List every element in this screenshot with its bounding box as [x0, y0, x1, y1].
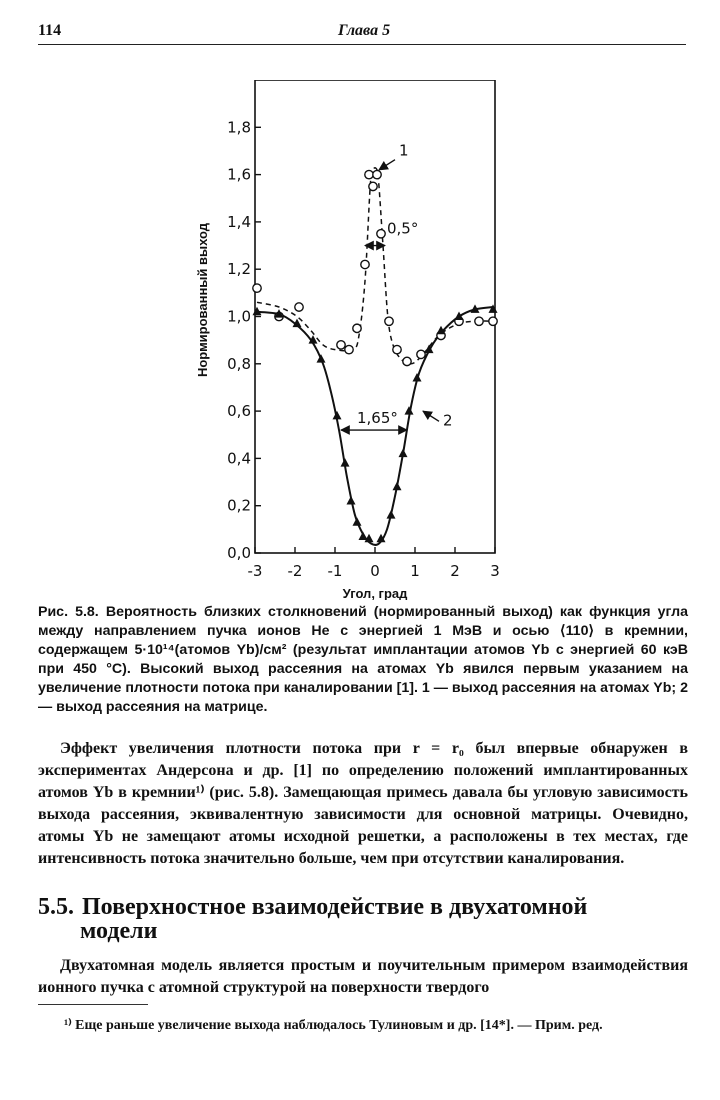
paragraph-2: Двухатомная модель является простым и поучительным примером взаимодействия ионного пучка с атомной структурой на поверхности твердого — [38, 957, 688, 996]
header-rule — [38, 44, 686, 45]
y-tick-label: 1,4 — [227, 212, 251, 231]
section-heading — [38, 895, 678, 943]
x-tick-label: -1 — [327, 562, 343, 580]
y-tick-label: 1,2 — [227, 260, 251, 279]
series-1-point — [373, 170, 381, 178]
footnote-rule — [38, 1004, 148, 1005]
width-2-label: 1,65° — [357, 408, 398, 427]
series-2-point — [353, 517, 362, 526]
section-title-line1: Поверхностное взаимодействие в двухатомной — [82, 894, 588, 920]
series-2-point — [455, 312, 464, 321]
series-2-point — [413, 373, 422, 382]
curve-1-pointer-arrow — [379, 160, 395, 170]
series-1-point — [365, 170, 373, 178]
series-1-point — [369, 182, 377, 190]
series-2-point — [347, 496, 356, 505]
series-1-point — [489, 317, 497, 325]
series-1-point — [377, 230, 385, 238]
series-1-point — [337, 341, 345, 349]
series-1-point — [393, 345, 401, 353]
series-2-point — [399, 449, 408, 458]
series-2-point — [387, 510, 396, 519]
y-tick-label: 1,0 — [227, 307, 251, 326]
x-tick-label: -3 — [247, 562, 263, 580]
footnote: ¹⁾ Еще раньше увеличение выхода наблюдалось Тулиновым и др. [14*]. — Прим. ред. — [64, 1018, 603, 1033]
x-tick-label: -2 — [287, 562, 303, 580]
series-2-point — [341, 458, 350, 467]
y-tick-label: 0,8 — [227, 354, 251, 373]
series-1-point — [353, 324, 361, 332]
section-title-line2: модели — [80, 918, 158, 944]
y-axis-title: Нормированный выход — [195, 222, 210, 378]
paragraph-1: Эффект увеличения плотности потока при r = r₀ был впервые обнаружен в экспериментах Андерсона и др. [1] по определению положений имплантированных атомов Yb в кремнии¹⁾ (рис. 5.8). Замещающая примесь давала бы угловую зависимость выхода рассеяния, эквивалентную зависимости для основной матрицы. Очевидно, атомы Yb не замещают атомы исходной решетки, а расположены в тех местах, где интенсивность потока значительно больше, чем при отсутствии каналирования. — [38, 740, 688, 867]
running-head: Глава 5 — [338, 22, 391, 39]
series-1-point — [253, 284, 261, 292]
width-1-label: 0,5° — [387, 219, 419, 238]
curve-2-label: 2 — [443, 411, 453, 430]
figure-5-8-chart — [180, 80, 520, 600]
y-tick-label: 0,0 — [227, 544, 251, 562]
series-1-point — [361, 260, 369, 268]
series-2-point — [317, 354, 326, 363]
page-number: 114 — [38, 22, 62, 39]
series-1-point — [417, 350, 425, 358]
series-1-point — [345, 345, 353, 353]
y-tick-label: 0,2 — [227, 496, 251, 515]
y-tick-label: 0,4 — [227, 449, 251, 468]
series-2-point — [359, 531, 368, 540]
figure-caption: Рис. 5.8. Вероятность близких столкновений (нормированный выход) как функция угла между направлением пучка ионов He с энергией 1 МэВ и осью ⟨110⟩ в кремнии, содержащем 5·10¹⁴(атомов Yb)/см² (результат имплантации атомов Yb с энергией 60 кэВ при 450 °C). Высокий выход рассеяния на атомах Yb явился первым указанием на увеличение плотности потока при каналировании [1]. 1 — выход рассеяния на атомах Yb; 2 — выход рассеяния на матрице. — [38, 604, 688, 715]
section-number: 5.5. — [38, 894, 74, 920]
curve-1-label: 1 — [399, 141, 409, 160]
series-1-point — [295, 303, 303, 311]
series-2-point — [333, 411, 342, 420]
x-axis-title: Угол, град — [342, 586, 408, 600]
series-2-point — [489, 304, 498, 313]
curve-2-pointer-arrow — [423, 411, 439, 421]
series-2-point — [393, 482, 402, 491]
y-tick-label: 1,8 — [227, 118, 251, 137]
y-tick-label: 1,6 — [227, 165, 251, 184]
series-1-point — [385, 317, 393, 325]
series-1-point — [403, 357, 411, 365]
series-1-curve — [257, 168, 493, 364]
x-tick-label: 1 — [410, 562, 420, 580]
series-2-point — [405, 406, 414, 415]
x-tick-label: 3 — [490, 562, 500, 580]
x-tick-label: 2 — [450, 562, 460, 580]
x-tick-label: 0 — [370, 562, 380, 580]
series-1-point — [475, 317, 483, 325]
y-tick-label: 0,6 — [227, 402, 251, 421]
